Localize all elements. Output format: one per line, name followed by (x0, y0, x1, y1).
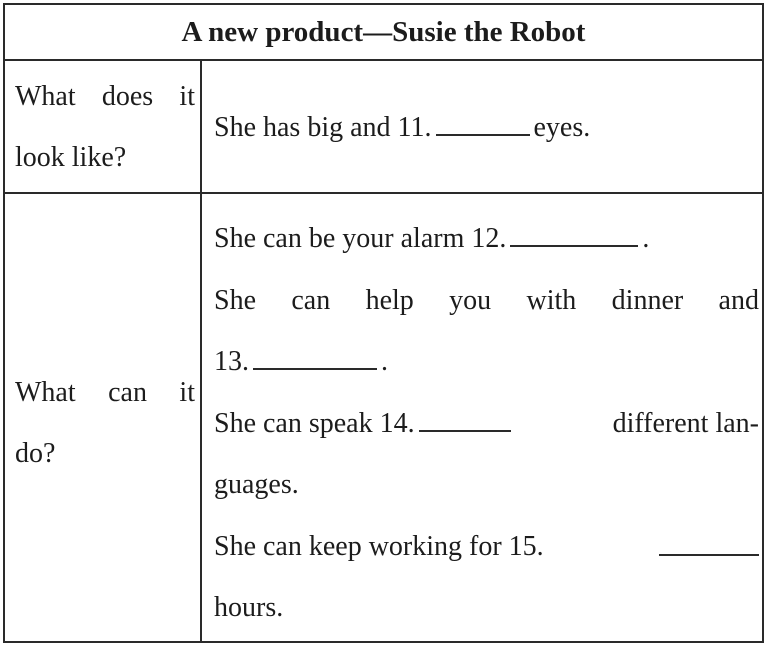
table-title (5, 5, 762, 61)
answer-13-text-before: 13. (214, 346, 249, 377)
answer-line-14 (214, 393, 759, 455)
blank-11[interactable] (436, 112, 530, 136)
answer-line-hours: hours. (214, 592, 284, 623)
question-appearance-line1: What does it (15, 81, 195, 112)
question-abilities-line1: What can it (15, 377, 195, 408)
blank-13[interactable] (253, 346, 377, 370)
answer-11-text-before: She has big and 11. (214, 112, 432, 143)
blank-14[interactable] (419, 408, 511, 432)
answer-line-15 (214, 516, 759, 578)
question-abilities-line2: do? (15, 438, 56, 469)
answer-12-text-after: . (642, 223, 650, 254)
answer-line-13 (214, 331, 759, 393)
answer-14-text-before: She can speak 14. (214, 407, 415, 439)
answer-12-text-before: She can be your alarm 12. (214, 223, 507, 254)
answer-15-text-before: She can keep working for 15. (214, 530, 544, 562)
answer-14-group (214, 393, 515, 455)
answer-11-text-after: eyes. (533, 112, 591, 143)
table-row-abilities (5, 194, 762, 641)
answer-14-text-after: different lan- (612, 407, 759, 439)
question-cell-appearance (15, 66, 195, 188)
blank-15[interactable] (659, 536, 759, 556)
question-cell-abilities (15, 362, 195, 484)
question-appearance-line2: look like? (15, 142, 127, 173)
answer-13-text-after: . (381, 346, 388, 377)
blank-12[interactable] (510, 223, 638, 247)
answer-cell-appearance (214, 97, 759, 159)
table-title-text: A new product—Susie the Robot (181, 15, 586, 48)
answer-line-11 (214, 97, 759, 159)
worksheet-table (3, 3, 764, 643)
answer-line-dinner: She can help you with dinner and (214, 284, 759, 316)
answer-cell-abilities (214, 208, 759, 639)
answer-line-languages: guages. (214, 469, 299, 500)
answer-line-12 (214, 208, 759, 270)
table-row-appearance (5, 61, 762, 194)
